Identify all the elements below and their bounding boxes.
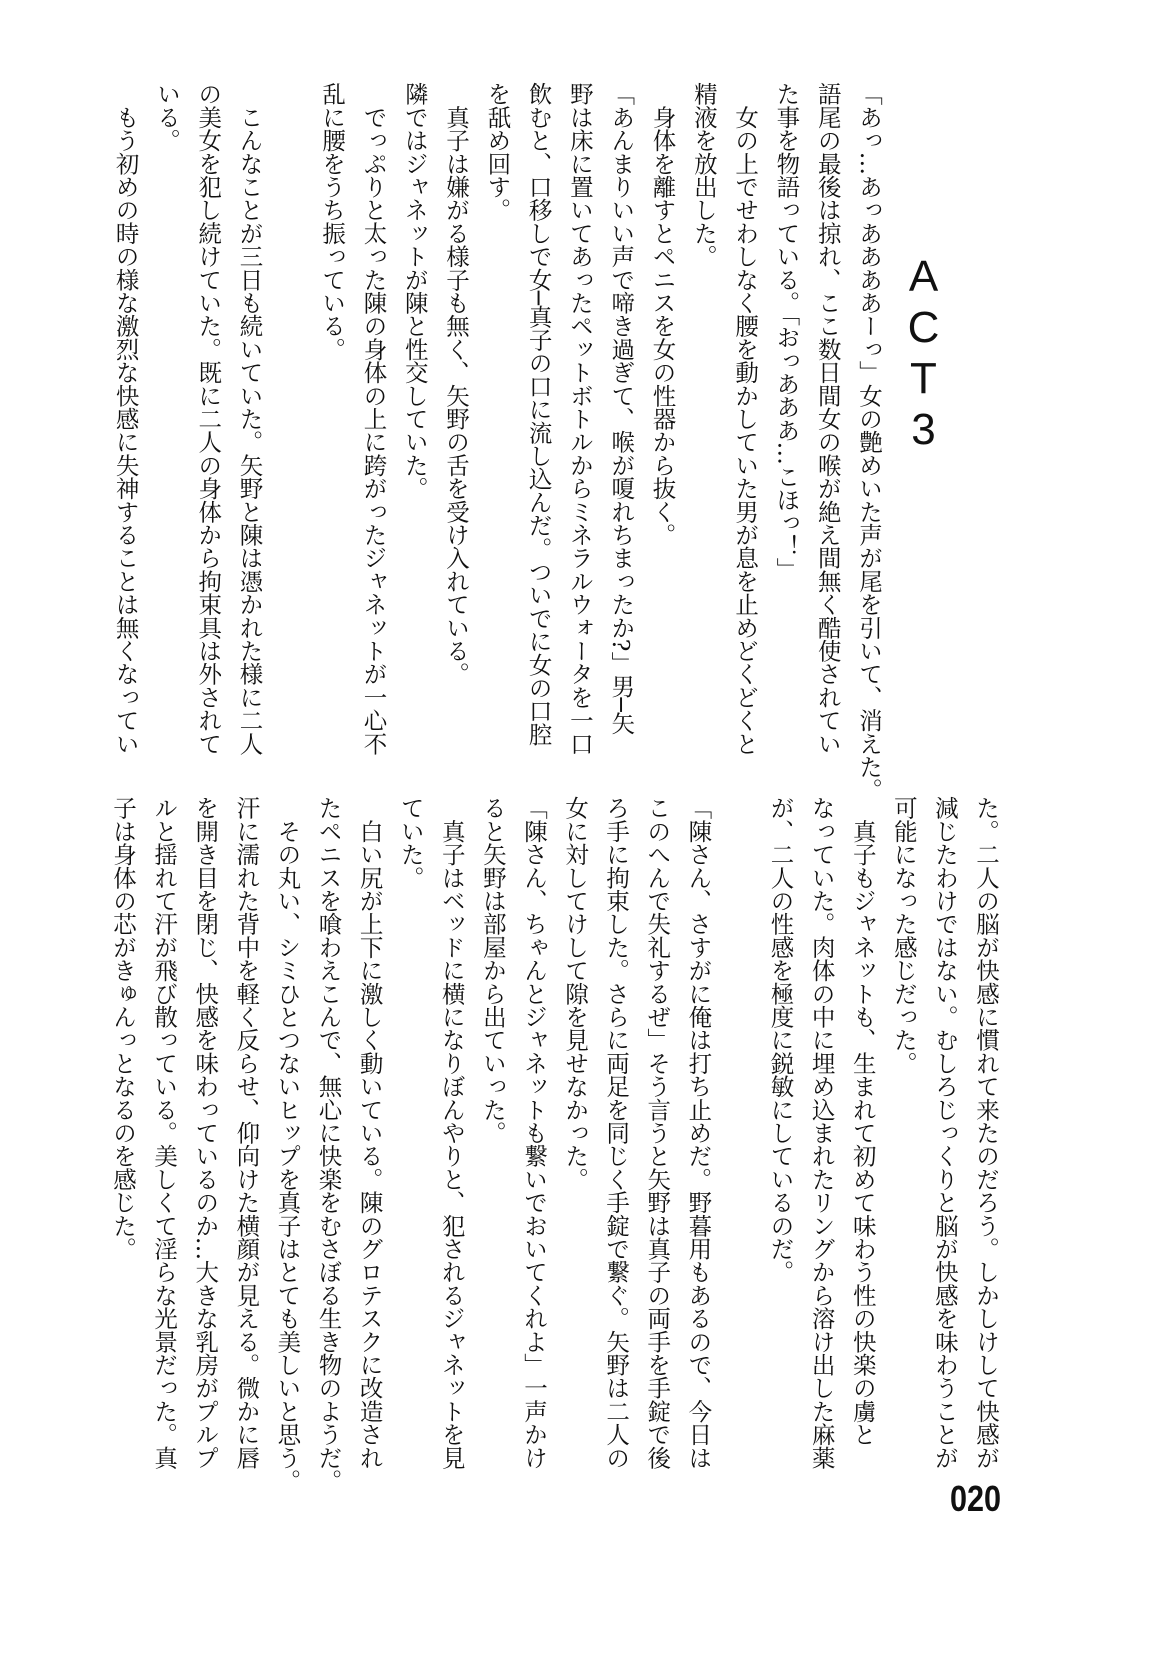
text-column: を舐め回す。 (483, 82, 512, 222)
text-column: 汗に濡れた背中を軽く反らせ、仰向けた横顔が見える。微かに唇 (232, 796, 261, 1469)
text-column: 野は床に置いてあったペットボトルからミネラルウォータを一口 (565, 82, 594, 755)
text-column: 隣ではジャネットが陳と性交していた。 (400, 82, 429, 500)
text-column: 真子もジャネットも、生まれて初めて味わう性の快楽の虜と (848, 796, 877, 1446)
text-column: 子は身体の芯がきゅんっとなるのを感じた。 (109, 796, 138, 1261)
text-column: こんなことが三日も続いていた。矢野と陳は憑かれた様に二人 (235, 82, 264, 755)
text-column: ろ手に拘束した。さらに両足を同じく手錠で繋ぐ。矢野は二人の (602, 796, 631, 1469)
text-column: ると矢野は部屋から出ていった。 (478, 796, 507, 1145)
text-column: ルと揺れて汗が飛び散っている。美しくて淫らな光景だった。真 (150, 796, 179, 1469)
text-column: 真子は嫌がる様子も無く、矢野の舌を受け入れている。 (442, 82, 471, 686)
text-column: その丸い、シミひとつないヒップを真子はとても美しいと思う。 (273, 796, 302, 1493)
text-column: 「陳さん、さすがに俺は打ち止めだ。野暮用もあるので、今日は (684, 796, 713, 1469)
text-column: の美女を犯し続けていた。既に二人の身体から拘束具は外されて (194, 82, 223, 755)
text-column: でっぷりと太った陳の身体の上に跨がったジャネットが一心不 (359, 82, 388, 755)
text-column: 可能になった感じだった。 (889, 796, 918, 1075)
text-block-bottom (102, 796, 1006, 1493)
text-column: 「あんまりいい声で啼き過ぎて、喉が嗄れちまったか?」男─矢 (607, 82, 636, 735)
page-number: 020 (950, 1478, 1002, 1519)
text-column: 女の上でせわしなく腰を動かしていた男が息を止めどくどくと (731, 82, 760, 755)
text-column: が、二人の性感を極度に鋭敏にしているのだ。 (766, 796, 795, 1284)
text-column: もう初めの時の様な激烈な快感に失神することは無くなってい (111, 82, 140, 755)
text-column: 乱に腰をうち振っている。 (318, 82, 347, 361)
text-column: た。二人の脳が快感に慣れて来たのだろう。しかしけして快感が (972, 796, 1000, 1469)
text-column: 語尾の最後は掠れ、ここ数日間女の喉が絶え間無く酷使されてい (813, 82, 842, 755)
text-column (270, 82, 311, 752)
text-block-top (104, 82, 889, 802)
text-column: 女に対してけして隙を見せなかった。 (561, 796, 590, 1191)
chapter-title: ACT3 (899, 252, 948, 456)
text-column: なっていた。肉体の中に埋め込まれたリングから溶け出した麻薬 (807, 796, 836, 1469)
text-column (718, 796, 759, 1466)
text-column: 真子はベッドに横になりぼんやりと、犯されるジャネットを見 (437, 796, 466, 1469)
text-column: 「陳さん、ちゃんとジャネットも繋いでおいてくれよ」一声かけ (519, 796, 548, 1469)
text-column: 精液を放出した。 (689, 82, 718, 268)
text-column: 身体を離すとペニスを女の性器から抜く。 (648, 82, 677, 547)
text-column: 減じたわけではない。むしろじっくりと脳が快感を味わうことが (930, 796, 959, 1469)
text-column: たペニスを喰わえこんで、無心に快楽をむさぼる生き物のようだ。 (314, 796, 343, 1493)
text-column: 飲むと、口移しで女─真子の口に流し込んだ。ついでに女の口腔 (524, 82, 553, 746)
text-column: を開き目を閉じ、快感を味わっているのか…大きな乳房がプルプ (191, 796, 220, 1469)
text-column: 白い尻が上下に激しく動いている。陳のグロテスクに改造され (355, 796, 384, 1469)
text-column: いる。 (152, 82, 181, 152)
text-column: このへんで失礼するぜ」そう言うと矢野は真子の両手を手錠で後 (643, 796, 672, 1469)
text-column: 「あっ…あっああああーっ」女の艶めいた声が尾を引いて、消えた。 (855, 82, 883, 802)
text-column: た事を物語っている。「おっあああ…こほっ！」 (772, 82, 801, 581)
text-column: ていた。 (396, 796, 425, 889)
